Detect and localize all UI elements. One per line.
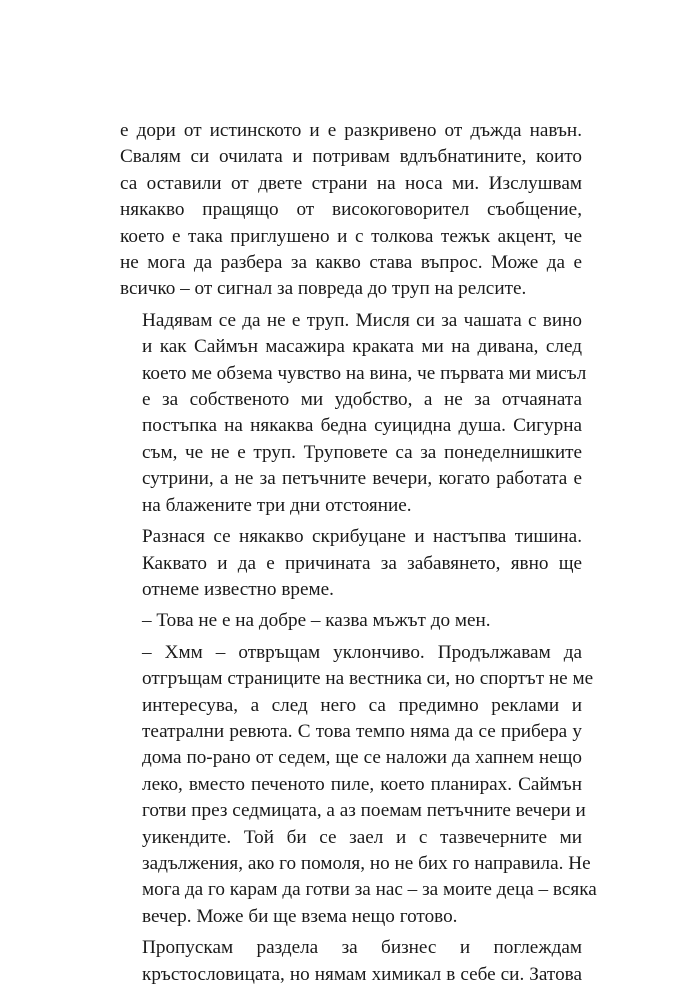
paragraph: [120, 608, 582, 634]
text-line: Пропускам раздела за бизнес и поглеждам: [142, 937, 582, 959]
text-line: някакво пращящо от високоговорител съобщение,: [120, 199, 582, 221]
text-line: са оставили от двете страни на носа ми. Изслушвам: [120, 172, 582, 194]
text-line: дома по-рано от седем, ще се наложи да хапнем нещо: [142, 747, 582, 769]
text-line: не мога да разбера за какво става въпрос. Може да е: [120, 252, 582, 274]
paragraph: [120, 640, 597, 930]
paragraph: [120, 308, 587, 519]
text-line: съм, че не е труп. Труповете са за понеделнишките: [142, 441, 582, 463]
text-line: театрални ревюта. С това темпо няма да се прибера у: [142, 720, 582, 742]
text-line: е дори от истинското и е разкривено от дъжда навън.: [120, 120, 582, 141]
text-line: Надявам се да не е труп. Мисля си за чашата с вино: [142, 309, 582, 331]
text-line: леко, вместо печеното пиле, което планирах. Саймън: [142, 773, 582, 795]
text-line: задължения, ако го помоля, но не бих го направила. Не: [142, 852, 591, 874]
text-line: сутрини, а не за петъчните вечери, когато работата е: [142, 468, 582, 490]
text-line: и как Саймън масажира краката ми на дивана, след: [142, 336, 582, 358]
text-line: отгръщам страниците на вестника си, но спортът не ме: [142, 668, 594, 690]
text-line: мога да го карам да готви за нас – за моите деца – всяка: [142, 879, 597, 901]
text-line: което ме обзема чувство на вина, че първата ми мисъл: [142, 362, 587, 384]
text-line: на блажените три дни отстояние.: [142, 494, 412, 516]
text-line: готви през седмицата, а аз поемам петъчните вечери и: [142, 800, 586, 822]
body-text: [120, 118, 597, 993]
paragraph: [120, 935, 582, 988]
text-line: отнеме известно време.: [142, 578, 334, 600]
text-line: кръстословицата, но нямам химикал в себе си. Затова: [142, 963, 582, 985]
text-line: интересува, а след него са предимно реклами и: [142, 694, 582, 716]
text-line: постъпка на някаква бедна суицидна душа. Сигурна: [142, 415, 582, 437]
text-line: което е така приглушено и с толкова тежък акцент, че: [120, 225, 582, 247]
text-line: – Това не е на добре – казва мъжът до мен.: [142, 610, 491, 632]
text-line: всичко – от сигнал за повреда до труп на релсите.: [120, 278, 527, 300]
text-line: – Хмм – отвръщам уклончиво. Продължавам да: [142, 641, 582, 663]
text-line: е за собственото ми удобство, а не за отчаяната: [142, 389, 582, 411]
paragraph: [120, 524, 582, 603]
text-line: вечер. Може би ще взема нещо готово.: [142, 905, 458, 927]
text-line: Разнася се някакво скрибуцане и настъпва тишина.: [142, 526, 582, 548]
text-line: Каквато и да е причината за забавянето, явно ще: [142, 552, 582, 574]
text-line: уикендите. Той би се заел и с тазвечерните ми: [142, 826, 582, 848]
paragraph: [120, 118, 582, 303]
text-line: Свалям си очилата и потривам вдлъбнатините, които: [120, 146, 582, 168]
